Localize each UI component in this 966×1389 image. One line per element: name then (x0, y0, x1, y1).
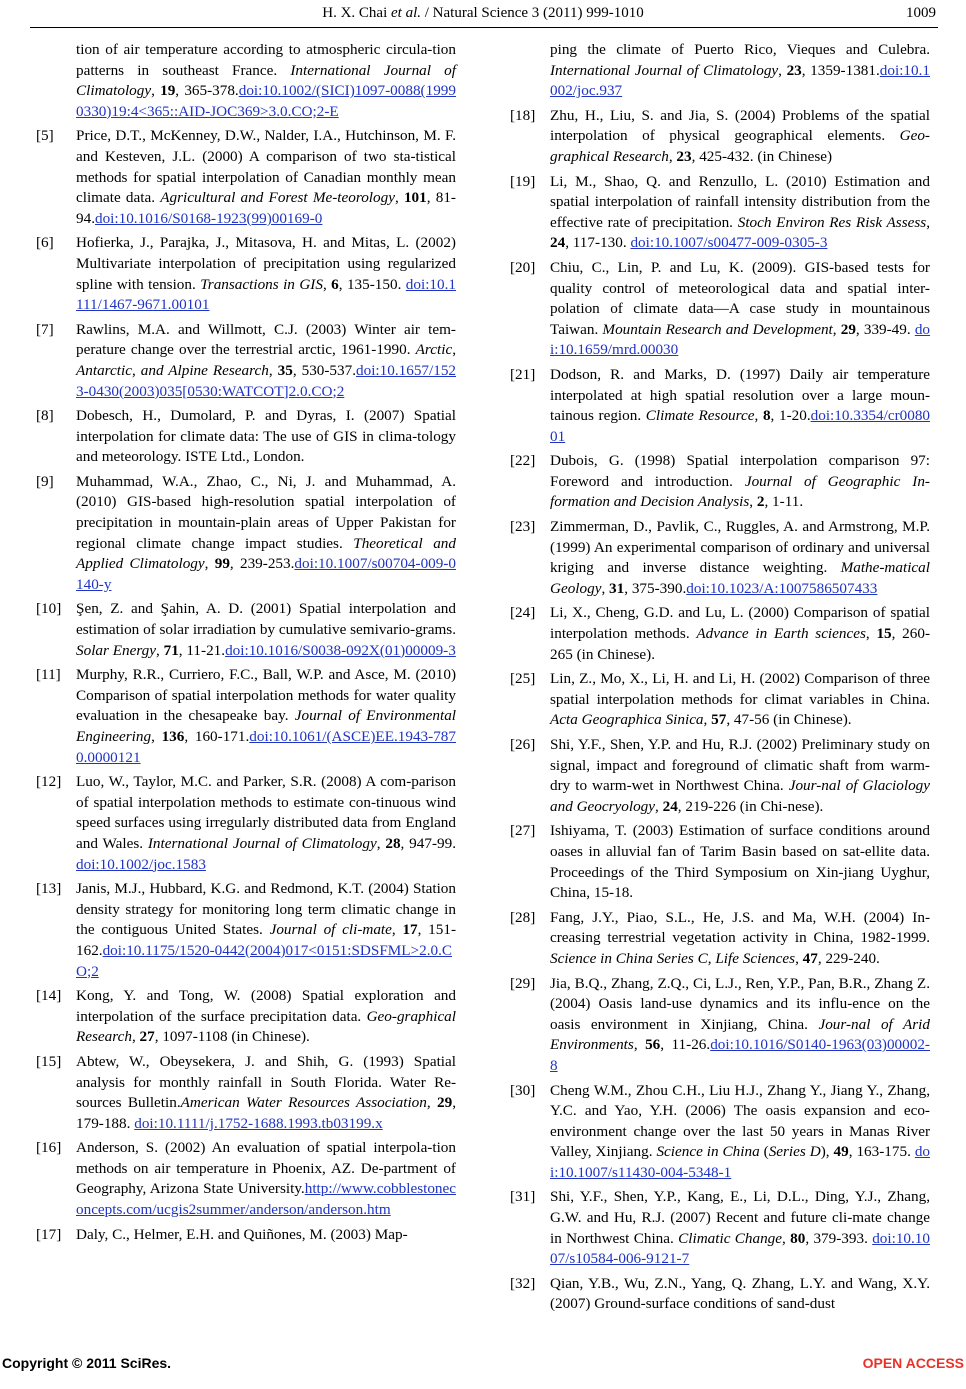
reference-number: [17] (36, 1225, 62, 1243)
reference-entry (36, 986, 456, 1048)
reference-number: [16] (36, 1139, 62, 1157)
reference-text: , (156, 641, 164, 659)
reference-source: International Journal of Climatology (550, 61, 779, 79)
reference-number: [23] (510, 518, 536, 536)
reference-source: Arctic (415, 341, 453, 359)
reference-volume: 99 (214, 555, 230, 573)
reference-entry (36, 472, 456, 596)
reference-entry (510, 603, 930, 665)
reference-text: , 239-253. (229, 555, 295, 573)
doi-link[interactable]: doi:10.1111/1467-9671.00101 (76, 275, 457, 314)
title-authors: H. X. Chai (322, 5, 392, 21)
reference-volume: 101 (403, 189, 427, 207)
reference-number: [15] (36, 1052, 62, 1070)
reference-source: Climate Resource (645, 407, 755, 425)
copyright-notice: Copyright © 2011 SciRes. (2, 1355, 172, 1371)
reference-entry (510, 258, 930, 361)
reference-entry (510, 451, 930, 513)
reference-text: , (322, 275, 332, 293)
reference-text: Luo, W., Taylor, M.C. and Parker, S.R. (2008) A com-parison of spatial interpolation methods to estimate con-tinuous wind speed surfaces using irregularly distributed data from England and Wales. (76, 773, 456, 852)
reference-text: , (268, 361, 278, 379)
reference-number: [20] (510, 258, 536, 276)
reference-text: Şen, Z. and Şahin, A. D. (2001) Spatial interpolation and estimation of solar irradiation by cumulative semivario-grams. (76, 600, 457, 639)
reference-text: Ishiyama, T. (2003) Estimation of surface conditions around oases in alluvial fan of Tarim Basin based on sat-ellite data. Proceedings of the Third Symposium on Xin-jiang Uyghur, China, 15-18. (550, 822, 930, 902)
reference-entry (510, 669, 930, 731)
reference-number: [12] (36, 773, 62, 791)
reference-text: , 1-20. (770, 407, 811, 425)
reference-volume: 23 (786, 61, 802, 79)
title-journal: / Natural Science 3 (2011) 999-1010 (421, 5, 644, 21)
reference-text: , (655, 797, 663, 815)
reference-volume: 6 (331, 275, 339, 293)
reference-number: [7] (36, 320, 54, 338)
reference-text: Zhu, H., Liu, S. and Jia, S. (2004) Problems of the spatial interpolation of physical geographical elements. (550, 106, 930, 145)
doi-link[interactable]: doi:10.1175/1520-0442(2004)017<0151:SDSFML>2.0.CO;2 (76, 941, 453, 980)
reference-source: Geo-graphical Research (550, 127, 930, 165)
reference-text: , (865, 625, 877, 643)
reference-text: Qian, Y.B., Wu, Z.N., Yang, Q. Zhang, L.Y. and Wang, X.Y. (2007) Ground-surface conditions of sand-dust (550, 1274, 930, 1313)
reference-text: , (668, 147, 677, 165)
reference-source: International Journal of Climatology (147, 834, 377, 852)
doi-link[interactable]: doi:10.1007/s00704-009-0140-y (76, 555, 456, 593)
reference-source: Journal of cli-mate (269, 921, 392, 939)
reference-number: [29] (510, 974, 536, 992)
reference-text: Fang, J.Y., Piao, S.L., He, J.S. and Ma, W.H. (2004) In-creasing terrestrial vegetation activity in China, 1982-1999. (550, 908, 930, 947)
reference-text: , (707, 949, 716, 967)
reference-text: , 1-11. (764, 493, 804, 511)
reference-volume: 28 (385, 834, 401, 852)
reference-entry (36, 879, 456, 982)
reference-volume: 8 (762, 407, 771, 425)
reference-text: , 151-162. (76, 921, 457, 959)
reference-source: Journal of Environmental Engineering (76, 707, 457, 745)
reference-source: Journal of Geographic In-formation and Decision Analysis (550, 472, 930, 511)
reference-text: , (151, 728, 162, 745)
reference-number: [28] (510, 908, 536, 926)
reference-entry (510, 908, 930, 970)
left-reference-column (36, 40, 456, 1249)
reference-text: , (926, 213, 930, 231)
reference-text: , (749, 493, 757, 511)
reference-source: Science in China Series C (550, 949, 708, 967)
reference-source: Science in China (656, 1143, 760, 1161)
reference-text: Dodson, R. and Marks, D. (1997) Daily air temperature interpolated at high spatial resolution over a large moun-tainous region. (550, 365, 930, 425)
reference-text: , 160-171. (184, 728, 250, 745)
reference-text: Li, M., Shao, Q. and Renzullo, L. (2010) Estimation and spatial interpolation of rainfall intensity distribution from the effective rate of precipitation. (550, 172, 930, 231)
reference-volume: 29 (840, 320, 856, 338)
reference-entry (36, 126, 456, 229)
reference-number: [5] (36, 127, 54, 145)
reference-number: [27] (510, 822, 536, 840)
reference-text: Daly, C., Helmer, E.H. and Quiñones, M. (2003) Map- (76, 1225, 408, 1243)
reference-volume: 19 (160, 82, 176, 100)
reference-source: Mathe-matical Geology (550, 559, 930, 597)
reference-volume: 15 (876, 625, 892, 643)
reference-text: , (601, 579, 610, 597)
reference-source: and Alpine Research (140, 361, 269, 379)
reference-text: Anderson, S. (2002) An evaluation of spatial interpola-tion methods on air temperature in Phoenix, AZ. De-partment of Geography, Arizona State University. (76, 1139, 456, 1198)
reference-text: Kong, Y. and Tong, W. (2008) Spatial exploration and interpolation of the surface precipitation data. (76, 987, 456, 1025)
reference-entry (36, 1052, 456, 1134)
reference-text: , 339-49. (855, 320, 915, 338)
running-header (0, 0, 966, 26)
reference-number: [32] (510, 1274, 536, 1292)
reference-entry (36, 772, 456, 875)
reference-text: , 81-94. (76, 189, 456, 227)
reference-text: , (633, 1036, 646, 1054)
reference-text: , 219-226 (in Chi-nese). (677, 797, 824, 815)
reference-text: , 375-390. (624, 579, 687, 597)
reference-text: , (151, 82, 161, 100)
reference-text: , (131, 361, 141, 379)
reference-entry (36, 1138, 456, 1220)
reference-volume: 29 (437, 1094, 453, 1112)
reference-number: [21] (510, 365, 536, 383)
reference-volume: 2 (756, 493, 765, 511)
page-footer (0, 1349, 966, 1389)
reference-text: , (131, 1028, 140, 1046)
reference-number: [13] (36, 880, 62, 898)
reference-text: , (204, 555, 215, 573)
doi-link[interactable]: doi:10.3354/cr008001 (550, 407, 931, 445)
reference-text: , 530-537. (292, 361, 357, 379)
reference-text: Rawlins, M.A. and Willmott, C.J. (2003) Winter air tem-perature change over the terrestrial arctic, 1961-1990. (76, 320, 456, 359)
reference-source: Acta Geographica Sinica (550, 711, 704, 729)
doi-link[interactable]: doi:10.1002/joc.1583 (76, 855, 206, 873)
doi-link[interactable]: doi:10.1061/(ASCE)EE.1943-7870.0000121 (76, 728, 456, 766)
reference-text: , (426, 1094, 438, 1112)
doi-link[interactable]: doi:10.1111/j.1752-1688.1993.tb03199.x (134, 1114, 383, 1132)
reference-text: tion of air temperature according to atmospheric circula-tion patterns in southeast France. (76, 41, 456, 79)
reference-text: , 135-150. (338, 275, 406, 293)
reference-entry (510, 106, 930, 168)
reference-text: Murphy, R.R., Curriero, F.C., Ball, W.P. and Asce, M. (2010) Comparison of spatial interpolation methods for water quality evaluation in the chesapeake bay. (76, 666, 456, 725)
reference-entry (510, 1274, 930, 1315)
reference-source: Mountain Research and Development (602, 320, 833, 338)
reference-text: Dubois, G. (1998) Spatial interpolation comparison 97: Foreword and introduction. (550, 452, 930, 490)
reference-source: Jour-nal of Glaciology and Geocryology (550, 777, 930, 815)
reference-number: [26] (510, 736, 536, 753)
reference-text: Hofierka, J., Parajka, J., Mitasova, H. and Mitas, L. (2002) Multivariate interpolation of precipitation using regularized spline with tension. (76, 234, 456, 293)
running-title (0, 0, 966, 26)
reference-entry (510, 172, 930, 254)
reference-text: ( (759, 1143, 769, 1161)
doi-link[interactable]: doi:10.1657/1523-0430(2003)035[0530:WATCOT]2.0.CO;2 (76, 361, 457, 400)
reference-text: , 1097-1108 (in Chinese). (154, 1028, 310, 1046)
doi-link[interactable]: doi:10.1023/A:1007586507433 (686, 579, 878, 597)
reference-source: Stoch Environ Res Risk Assess (737, 213, 927, 231)
reference-text: Price, D.T., McKenney, D.W., Nalder, I.A., Hutchinson, M. F. and Kesteven, J.L. (2000) A comparison of two sta-tistical methods for spatial interpolation of Canadian monthly mean climate data. (76, 127, 456, 207)
reference-entry (36, 320, 456, 402)
doi-link[interactable]: doi:10.1016/S0140-1963(03)00002-8 (550, 1036, 930, 1074)
reference-text: , 365-378. (175, 82, 239, 100)
reference-volume: 23 (676, 147, 692, 165)
reference-text: , 229-240. (817, 949, 880, 967)
reference-source: Advance in Earth sciences (696, 625, 866, 643)
reference-text: , 425-432. (in Chinese) (691, 147, 833, 165)
reference-number: [10] (36, 600, 62, 618)
reference-entry (510, 365, 930, 447)
reference-entry (510, 517, 930, 599)
reference-volume: 47 (802, 949, 818, 967)
reference-text: Zimmerman, D., Pavlik, C., Ruggles, A. and Armstrong, M.P. (1999) An experimental comparison of ordinary and universal kriging and inverse distance weighting. (550, 518, 930, 577)
reference-volume: 56 (645, 1036, 661, 1054)
reference-text: ), (820, 1143, 834, 1161)
doi-link[interactable]: http://www.cobblestoneconcepts.com/ucgis2summer/anderson/anderson.htm (76, 1180, 456, 1219)
reference-volume: 71 (163, 641, 179, 659)
reference-source: American Water Resources Association (180, 1094, 427, 1112)
reference-number: [11] (36, 666, 61, 684)
reference-number: [6] (36, 234, 54, 252)
reference-entry (36, 40, 456, 122)
doi-link[interactable]: doi:10.1002/(SICI)1097-0088(19990330)19:4<365::AID-JOC369>3.0.CO;2-E (76, 82, 456, 120)
reference-text: Dobesch, H., Dumolard, P. and Dyras, I. (2007) Spatial interpolation for climate data: The use of GIS in clima-tology and meteorology. ISTE Ltd., London. (76, 407, 456, 466)
reference-text: , 260-265 (in Chinese). (550, 625, 931, 663)
reference-text: Muhammad, W.A., Zhao, C., Ni, J. and Muhammad, A. (2010) GIS-based high-resolution spatial interpolation of precipitation in mountain-plain areas of Upper Pakistan for regional climate change impact studies. (76, 472, 456, 552)
reference-entry (510, 974, 930, 1077)
reference-volume: 24 (662, 797, 678, 815)
reference-source: Jour-nal of Arid Environments (550, 1015, 930, 1054)
reference-entry (510, 1187, 930, 1269)
reference-number: [19] (510, 172, 536, 190)
reference-number: [8] (36, 407, 54, 425)
reference-text: ping the climate of Puerto Rico, Vieques and Culebra. (550, 41, 930, 58)
reference-text: Abtew, W., Obeysekera, J. and Shih, G. (1993) Spatial analysis for monthly rainfall in South Florida. Water Re-sources Bulletin. (76, 1052, 456, 1112)
reference-text: Jia, B.Q., Zhang, Z.Q., Ci, L.J., Ren, Y.P., Pan, B.R., Zhang Z. (2004) Oasis land-use dynamics and its influ-ence on the oasis environment in Xinjiang, China. (550, 974, 930, 1033)
reference-volume: 35 (277, 361, 293, 379)
reference-text: , 947-99. (400, 834, 456, 852)
reference-number: [9] (36, 472, 54, 490)
reference-number: [18] (510, 106, 536, 124)
reference-entry (36, 665, 456, 768)
reference-volume: 27 (139, 1028, 155, 1046)
doi-link[interactable]: doi:10.1002/joc.937 (550, 61, 931, 100)
reference-volume: 49 (833, 1143, 849, 1161)
doi-link[interactable]: doi:10.1016/S0038-092X(01)00009-3 (225, 641, 456, 659)
reference-text: , (376, 834, 386, 852)
reference-source: Life Sciences (715, 949, 796, 967)
reference-volume: 57 (711, 711, 727, 729)
reference-text: , (703, 711, 712, 729)
reference-source: Series D (768, 1143, 821, 1161)
reference-text: Janis, M.J., Hubbard, K.G. and Redmond, K.T. (2004) Station density strategy for monitoring long term climatic change in the contiguous United States. (76, 880, 456, 939)
header-rule (30, 27, 938, 28)
reference-text: , 117-130. (565, 234, 631, 252)
reference-text: , (795, 949, 803, 967)
reference-entry (36, 233, 456, 315)
title-etal: et al. (391, 5, 422, 21)
reference-entry (510, 40, 930, 102)
reference-text: Chiu, C., Lin, P. and Lu, K. (2009). GIS-based tests for quality control of meteorological data and spatial inter-polation of climate data—A case study in mountainous Taiwan. (550, 258, 930, 338)
doi-link[interactable]: doi:10.1007/s00477-009-0305-3 (630, 234, 828, 252)
reference-volume: 24 (550, 234, 566, 252)
reference-source: Agricultural and Forest Me-teorology (160, 189, 395, 207)
reference-text: , 179-188. (76, 1094, 456, 1132)
reference-source: Solar Energy (76, 641, 157, 659)
reference-text: , 379-393. (805, 1229, 873, 1247)
reference-text: , (832, 320, 841, 338)
doi-link[interactable]: doi:10.1007/s10584-006-9121-7 (550, 1229, 930, 1268)
reference-number: [31] (510, 1188, 536, 1206)
reference-text: Li, X., Cheng, G.D. and Lu, L. (2000) Comparison of spatial interpolation methods. (550, 604, 930, 643)
reference-text: , 163-175. (848, 1143, 915, 1161)
reference-source: Antarctic (76, 361, 132, 379)
reference-number: [30] (510, 1081, 536, 1099)
doi-link[interactable]: doi:10.1007/s11430-004-5348-1 (550, 1143, 931, 1181)
reference-text: , (778, 61, 787, 79)
reference-text: , (782, 1229, 791, 1247)
reference-text: , (394, 189, 404, 207)
reference-volume: 80 (790, 1229, 806, 1247)
reference-number: [25] (510, 670, 536, 688)
reference-number: [22] (510, 452, 536, 470)
open-access-label: OPEN ACCESS (862, 1355, 964, 1371)
reference-entry (36, 406, 456, 468)
reference-text: , 11-26. (660, 1036, 711, 1054)
reference-text: , (452, 341, 456, 359)
reference-number: [24] (510, 604, 536, 622)
reference-text: , 47-56 (in Chinese). (726, 711, 852, 729)
reference-entry (510, 1081, 930, 1184)
reference-text: , 1359-1381. (801, 61, 880, 79)
reference-text: Cheng W.M., Zhou C.H., Liu H.J., Zhang Y., Jiang Y., Zhang, Y.C. and Yao, Y.H. (2006) The oasis expansion and eco-environment change over the last 50 years in Manas River Valley, Xinjiang. (550, 1081, 930, 1161)
reference-volume: 136 (161, 728, 185, 745)
reference-source: Geo-graphical Research (76, 1007, 456, 1046)
reference-text: Shi, Y.F., Shen, Y.P. and Hu, R.J. (2002) Preliminary study on signal, impact and foreground of climatic shaft from warm-dry to warm-wet in Northwest China. (550, 736, 930, 795)
right-reference-column (510, 40, 930, 1319)
reference-number: [14] (36, 987, 62, 1005)
reference-text: , (391, 921, 403, 939)
doi-link[interactable]: doi:10.1659/mrd.00030 (550, 320, 931, 359)
reference-entry (36, 599, 456, 661)
reference-source: Climatic Change (678, 1229, 783, 1247)
reference-text: , 11-21. (178, 641, 226, 659)
reference-source: International Journal of Climatology (76, 61, 457, 100)
doi-link[interactable]: doi:10.1016/S0168-1923(99)00169-0 (94, 209, 323, 227)
reference-entry (510, 735, 930, 817)
reference-volume: 31 (609, 579, 625, 597)
reference-text: Shi, Y.F., Shen, Y.P., Kang, E., Li, D.L., Ding, Y.J., Zhang, G.W. and Hu, R.J. (2007) Recent and future cli-mate change in Northwest China. (550, 1188, 930, 1247)
reference-source: Theoretical and Applied Climatology (76, 534, 456, 573)
reference-text: Lin, Z., Mo, X., Li, H. and Li, H. (2002) Comparison of three spatial interpolation methods for climat variables in China. (550, 670, 930, 708)
reference-entry (36, 1225, 456, 1246)
reference-volume: 17 (402, 921, 418, 939)
reference-source: Transactions in GIS (200, 275, 323, 293)
reference-text: , (754, 407, 763, 425)
reference-entry (510, 821, 930, 903)
page-number: 1009 (906, 5, 936, 21)
